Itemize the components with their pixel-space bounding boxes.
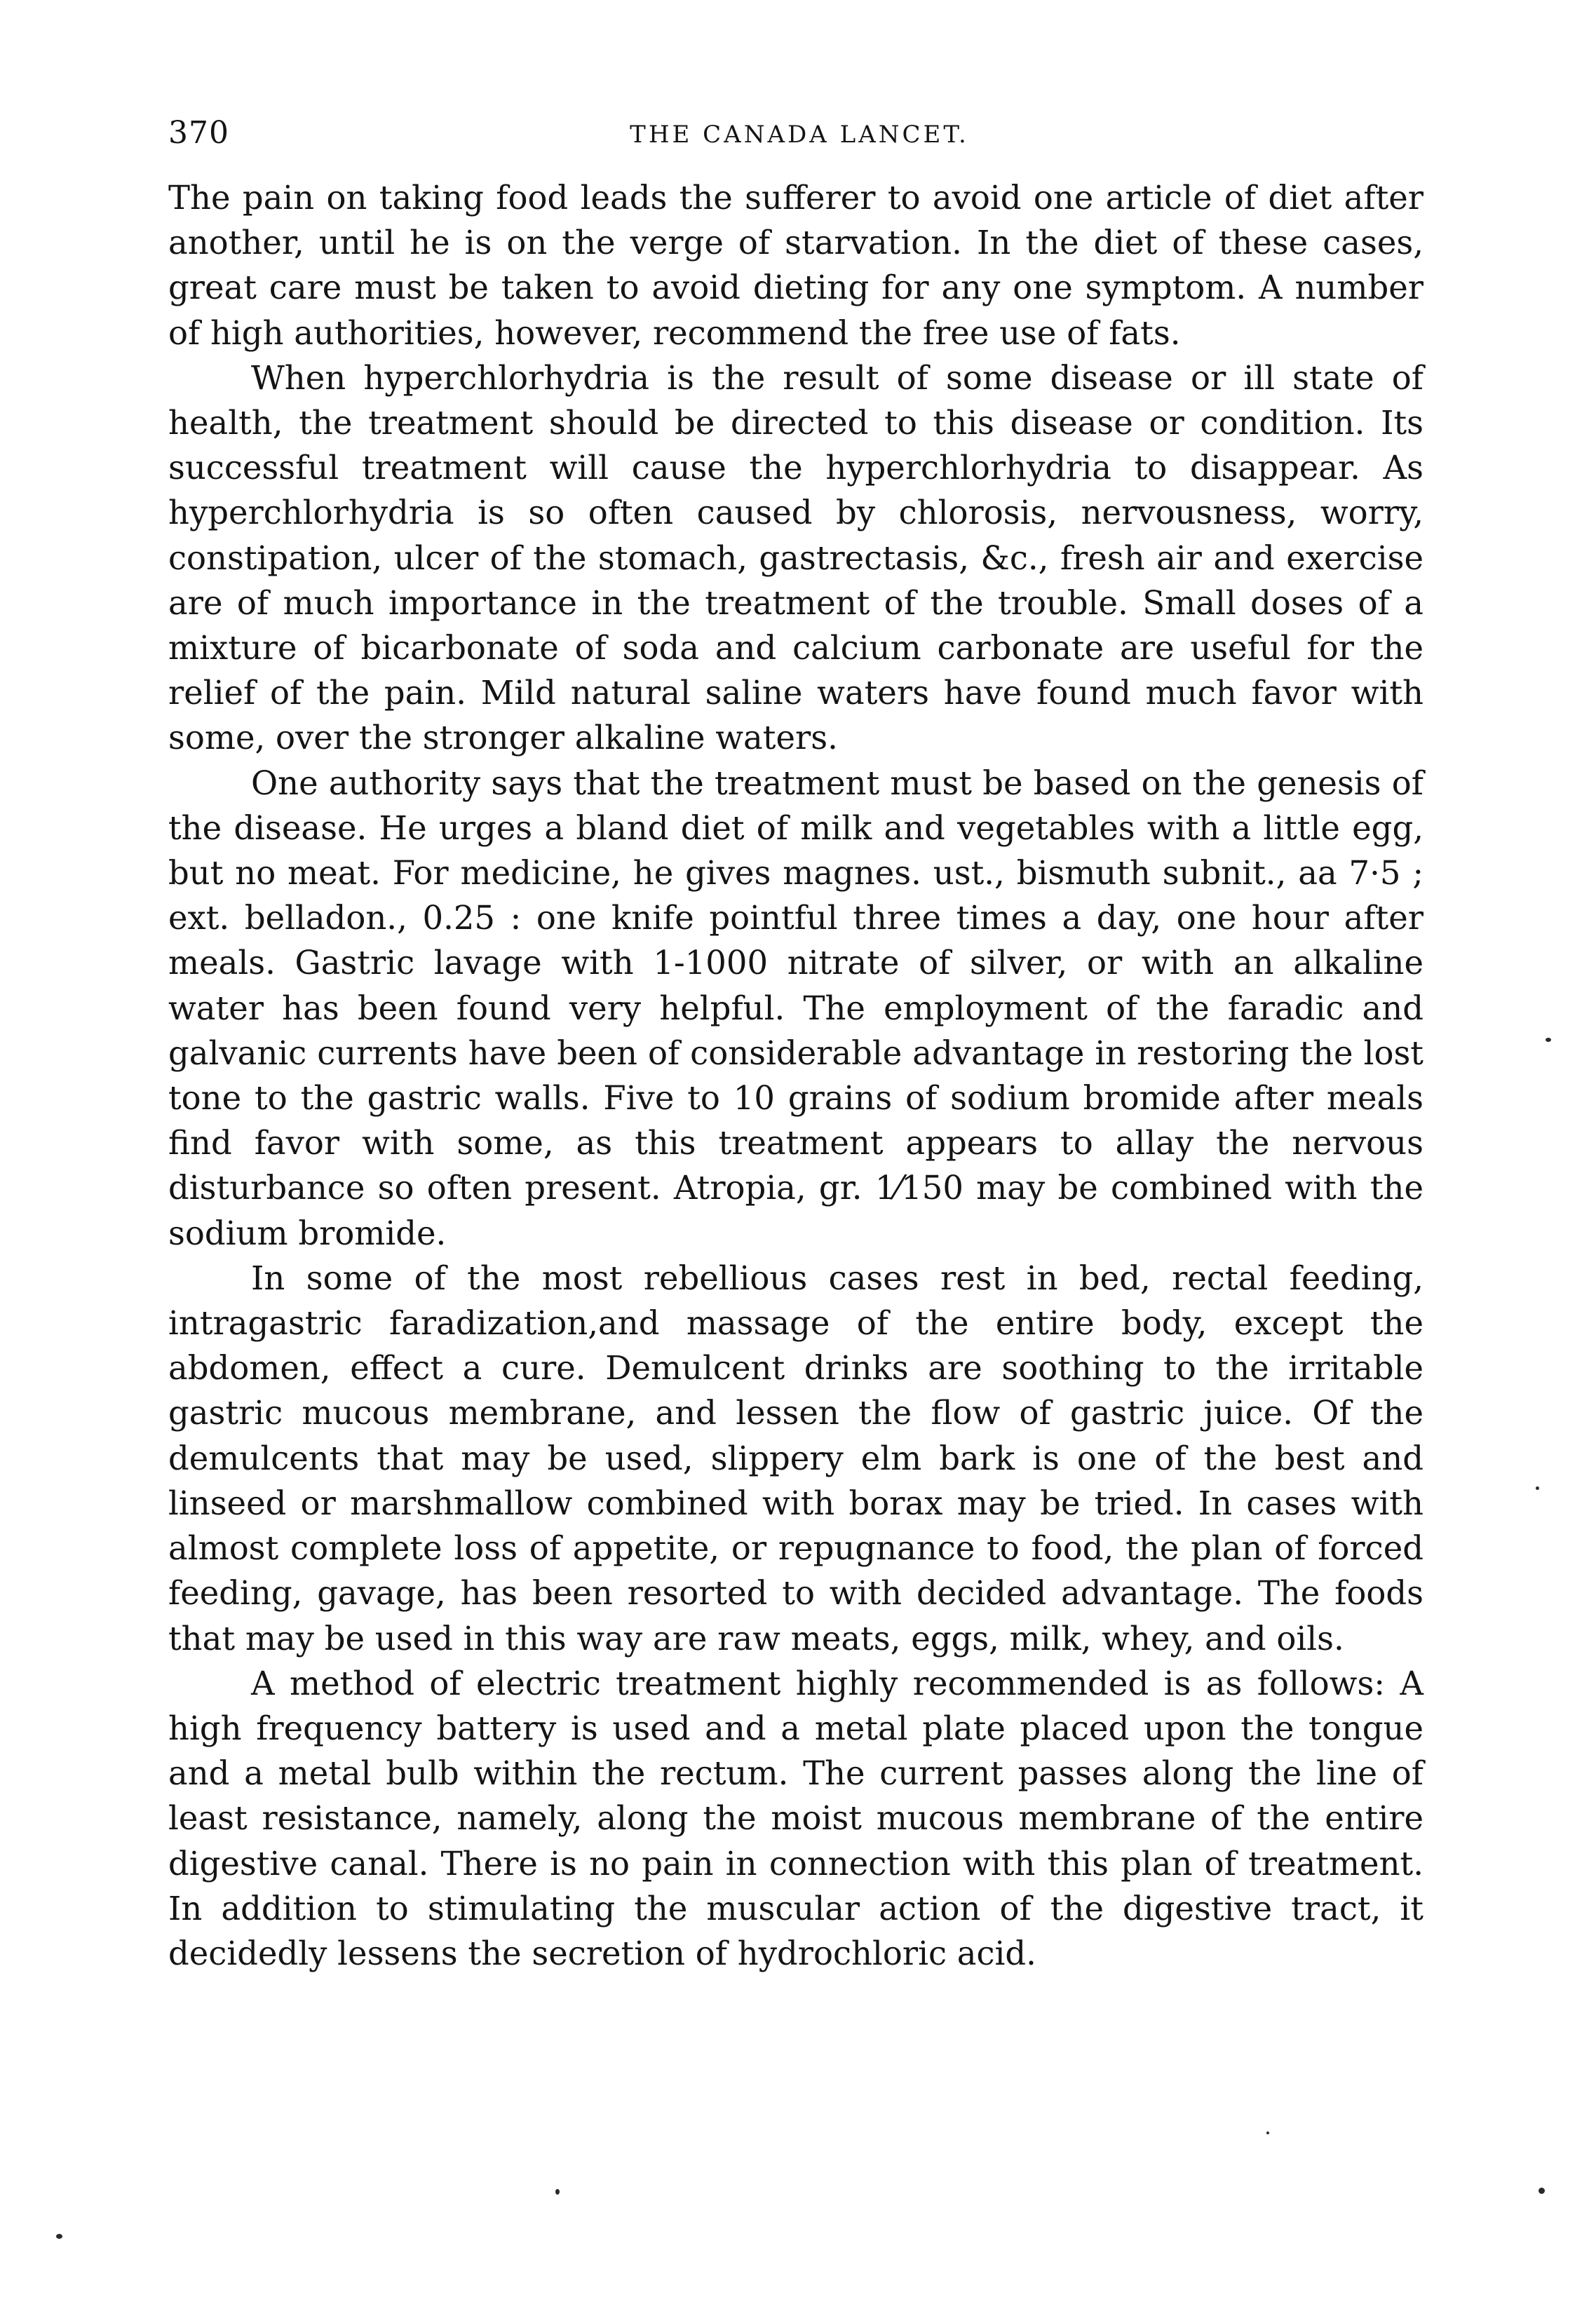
scan-speck [1266, 2132, 1269, 2134]
paragraph-underlying-cause: When hyperchlorhydria is the result of some disease or ill state of health, the treatment should be directed to this disease or condition. Its successful treatment will cause the hyperchlorhydria to disappear. As hyperchlorhydria is so often caused by chlorosis, nervousness, worry, constipation, ulcer of the stomach, gastrectasis, &c., fresh air and exercise are of much importance in the treatment of the trouble. Small doses of a mixture of bicarbonate of soda and calcium carbonate are useful for the relief of the pain. Mild natural saline waters have found much favor with some, over the stronger alkaline waters. [168, 358, 1423, 757]
article-body [168, 175, 1423, 1976]
page-header [168, 112, 1431, 161]
paragraph-electric-treatment: A method of electric treatment highly recommended is as follows: A high frequency battery is used and a metal plate placed upon the tongue and a metal bulb within the rectum. The current passes along the line of least resistance, namely, along the moist mucous membrane of the entire digestive canal. There is no pain in connection with this plan of treatment. In addition to stimulating the muscular action of the digestive tract, it decidedly lessens the secretion of hydrochloric acid. [168, 1664, 1423, 1972]
page-number: 370 [168, 115, 229, 151]
paragraph-medicinal-treatment: One authority says that the treatment must be based on the genesis of the disease. He urges a bland diet of milk and vegetables with a little egg, but no meat. For medicine, he gives magnes. ust., bismuth subnit., aa 7·5 ; ext. belladon., 0.25 : one knife pointful three times a day, one hour after meals. Gastric lavage with 1-1000 nitrate of silver, or with an alkaline water has been found very helpful. The employment of the faradic and galvanic currents have been of considerable advantage in restoring the lost tone to the gastric walls. Five to 10 grains of sodium bromide after meals find favor with some, as this treatment appears to allay the nervous disturbance so often present. Atropia, gr. 1⁄150 may be combined with the sodium bromide. [168, 764, 1423, 1252]
paragraph-diet: The pain on taking food leads the sufferer to avoid one article of diet after another, until he is on the verge of starvation. In the diet of these cases, great care must be taken to avoid dieting for any one symptom. A number of high authorities, however, recommend the free use of fats. [168, 179, 1423, 352]
scan-speck [56, 2234, 62, 2239]
scan-speck [1538, 2188, 1545, 2194]
scan-speck [1546, 1038, 1551, 1042]
scan-speck [555, 2189, 560, 2195]
scan-speck [1536, 1486, 1539, 1490]
running-title: THE CANADA LANCET. [630, 121, 969, 149]
paragraph-rebellious-cases: In some of the most rebellious cases rest in bed, rectal feeding, intragastric faradization,and massage of the entire body, except the abdomen, effect a cure. Demulcent drinks are soothing to the irritable gastric mucous membrane, and lessen the flow of gastric juice. Of the demulcents that may be used, slippery elm bark is one of the best and linseed or marshmallow combined with borax may be tried. In cases with almost complete loss of appetite, or repugnance to food, the plan of forced feeding, gavage, has been resorted to with decided advantage. The foods that may be used in this way are raw meats, eggs, milk, whey, and oils. [168, 1259, 1423, 1658]
